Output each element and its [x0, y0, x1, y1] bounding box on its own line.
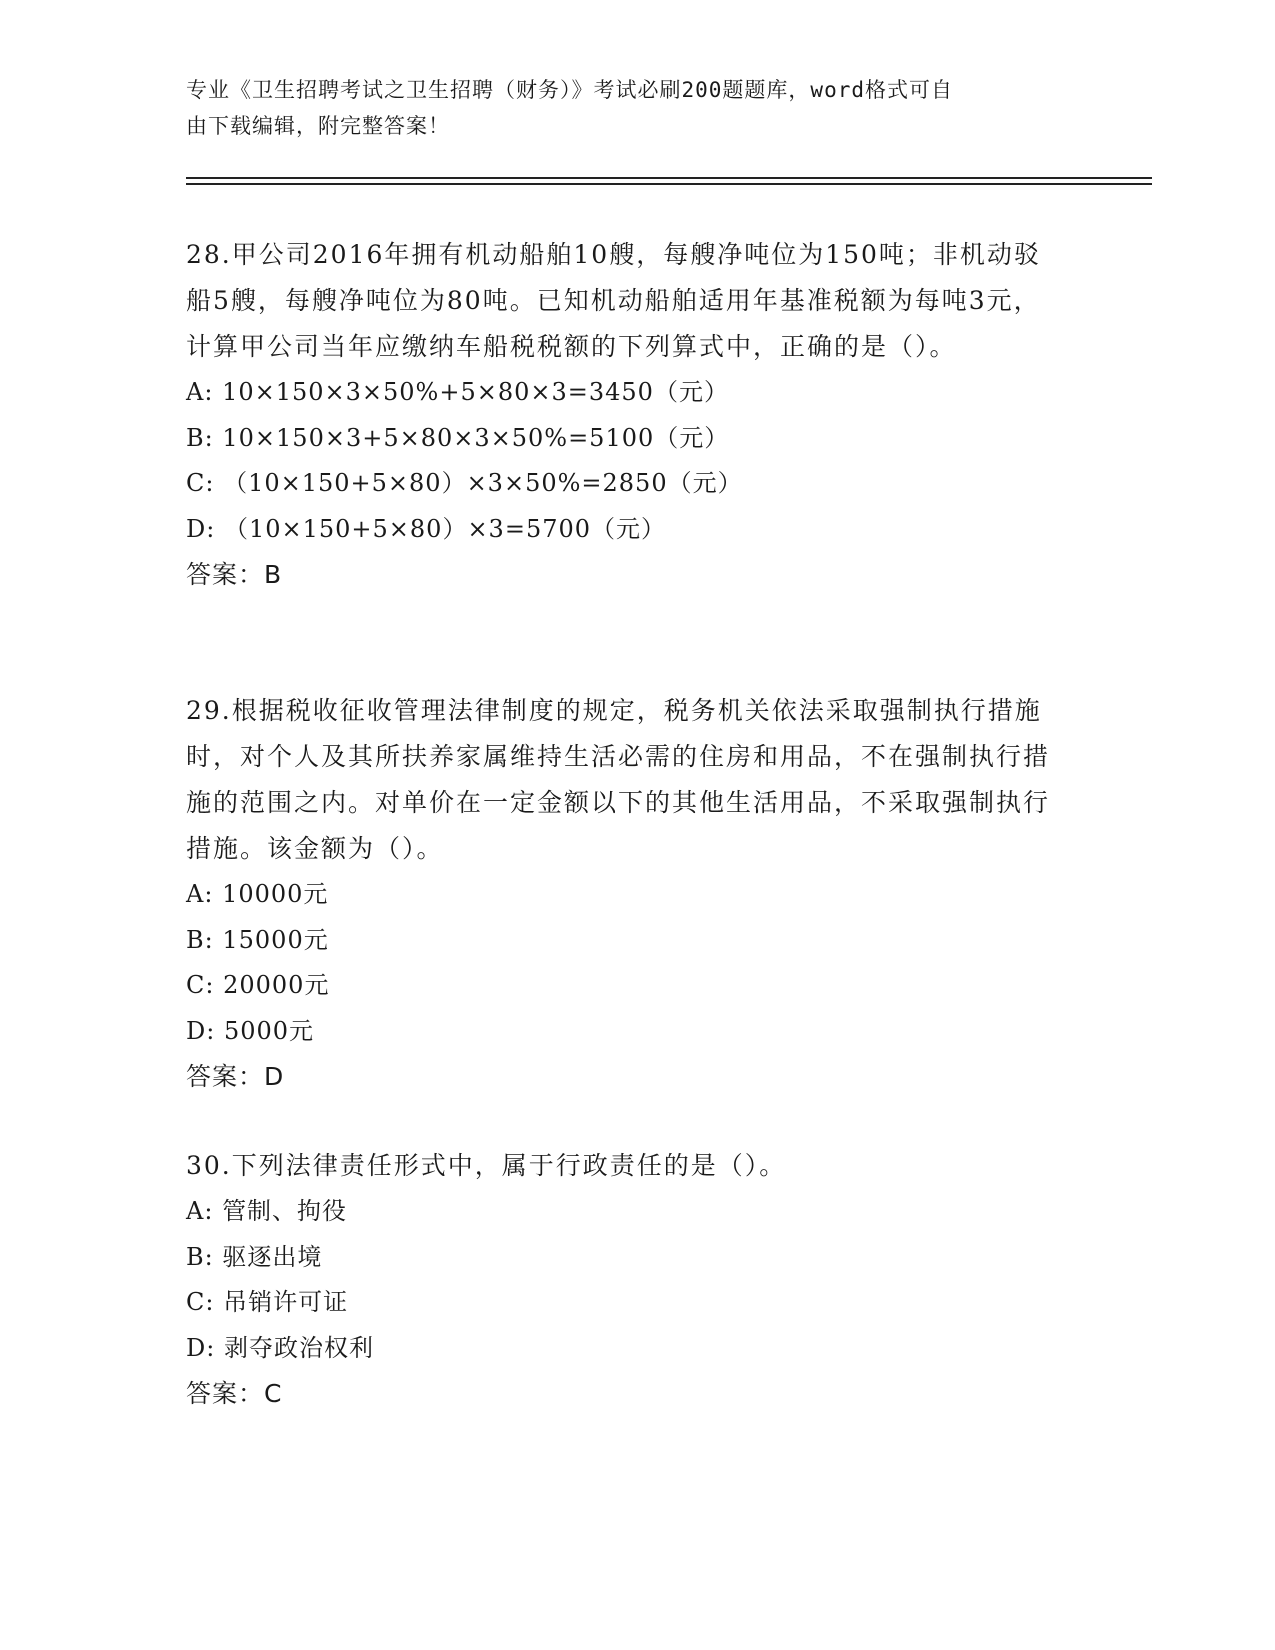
header-divider-bottom: [186, 183, 1152, 185]
option-label: C:: [186, 971, 215, 999]
option-d: [186, 1326, 1066, 1372]
header-line-2: 由下载编辑，附完整答案！: [186, 114, 450, 138]
answer: 答案：C: [186, 1379, 283, 1408]
option-label: C:: [186, 1288, 215, 1316]
question-stem: 30.下列法律责任形式中，属于行政责任的是（）。: [186, 1151, 787, 1180]
answer: 答案：D: [186, 1062, 285, 1091]
question-30: [186, 1143, 1066, 1417]
option-text: 20000元: [223, 971, 330, 999]
option-d: [186, 507, 1066, 553]
question-stem: 28.甲公司2016年拥有机动船舶10艘，每艘净吨位为150吨；非机动驳船5艘，每艘净吨位为80吨。已知机动船舶适用年基准税额为每吨3元，计算甲公司当年应缴纳车船税税额的下列算式中，正确的是（）。: [186, 240, 1041, 361]
option-b: [186, 416, 1066, 462]
option-label: D:: [186, 514, 216, 543]
option-c: [186, 963, 1066, 1009]
option-label: B:: [186, 1242, 214, 1271]
option-label: B:: [186, 925, 214, 954]
question-stem: 29.根据税收征收管理法律制度的规定，税务机关依法采取强制执行措施时，对个人及其所扶养家属维持生活必需的住房和用品，不在强制执行措施的范围之内。对单价在一定金额以下的其他生活用品，不采取强制执行措施。该金额为（）。: [186, 696, 1051, 863]
option-text: （10×150+5×80）×3=5700（元）: [223, 514, 667, 543]
option-text: 剥夺政治权利: [223, 1333, 374, 1362]
option-d: [186, 1009, 1066, 1055]
option-text: 15000元: [222, 925, 329, 954]
option-text: 10×150×3×50%+5×80×3=3450（元）: [222, 378, 729, 406]
question-29: [186, 688, 1066, 1100]
option-a: [186, 1189, 1066, 1235]
option-label: D:: [186, 1016, 216, 1045]
option-text: 驱逐出境: [222, 1242, 323, 1271]
option-label: B:: [186, 423, 214, 452]
option-c: [186, 461, 1066, 507]
option-b: [186, 1235, 1066, 1281]
option-label: A:: [186, 880, 214, 908]
option-a: [186, 872, 1066, 918]
option-text: 5000元: [223, 1016, 315, 1045]
option-text: 吊销许可证: [223, 1288, 349, 1316]
option-label: A:: [186, 378, 214, 406]
option-label: D:: [186, 1333, 216, 1362]
option-text: 管制、拘役: [222, 1197, 348, 1225]
header-divider-top: [186, 177, 1152, 179]
option-c: [186, 1280, 1066, 1326]
question-28: [186, 232, 1066, 598]
option-text: （10×150+5×80）×3×50%=2850（元）: [223, 469, 743, 497]
option-label: C:: [186, 469, 215, 497]
option-a: [186, 370, 1066, 416]
document-header: [186, 72, 1066, 144]
answer: 答案：B: [186, 560, 283, 589]
option-text: 10×150×3+5×80×3×50%=5100（元）: [222, 423, 730, 452]
header-line-1: 专业《卫生招聘考试之卫生招聘（财务）》考试必刷200题题库，word格式可自: [186, 78, 953, 102]
option-label: A:: [186, 1197, 214, 1225]
option-b: [186, 918, 1066, 964]
option-text: 10000元: [222, 880, 329, 908]
